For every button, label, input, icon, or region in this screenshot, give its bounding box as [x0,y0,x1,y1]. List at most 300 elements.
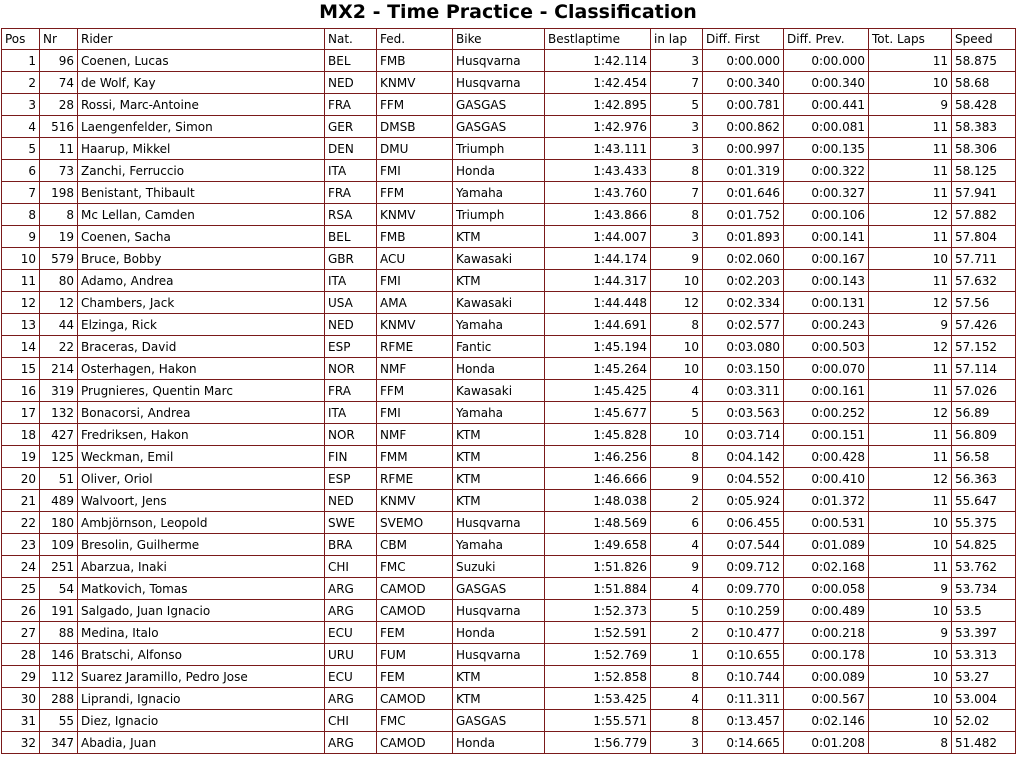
bestlaptime-cell: 1:46.666 [545,468,651,490]
diff-prev-cell: 0:00.089 [784,666,869,688]
classification-table [1,28,1016,754]
pos-cell: 24 [2,556,40,578]
speed-cell: 53.313 [952,644,1016,666]
diff-prev-cell: 0:00.167 [784,248,869,270]
in-lap-cell: 4 [651,578,703,600]
diff-first-cell: 0:11.311 [703,688,784,710]
fed-cell: DMSB [377,116,453,138]
rider-cell: Coenen, Sacha [78,226,325,248]
tot-laps-cell: 10 [869,644,952,666]
fed-cell: AMA [377,292,453,314]
rider-cell: Osterhagen, Hakon [78,358,325,380]
diff-prev-cell: 0:00.327 [784,182,869,204]
table-row [2,94,1016,116]
pos-cell: 10 [2,248,40,270]
pos-cell: 15 [2,358,40,380]
nat-cell: ARG [325,732,377,754]
nr-cell: 132 [40,402,78,424]
speed-cell: 58.383 [952,116,1016,138]
in-lap-cell: 9 [651,468,703,490]
in-lap-cell: 9 [651,556,703,578]
diff-first-cell: 0:02.203 [703,270,784,292]
bestlaptime-cell: 1:44.007 [545,226,651,248]
fed-cell: KNMV [377,72,453,94]
nr-cell: 73 [40,160,78,182]
bike-cell: Fantic [453,336,545,358]
bestlaptime-cell: 1:44.691 [545,314,651,336]
nr-cell: 347 [40,732,78,754]
in-lap-cell: 3 [651,732,703,754]
rider-cell: Fredriksen, Hakon [78,424,325,446]
diff-prev-cell: 0:00.441 [784,94,869,116]
nr-cell: 19 [40,226,78,248]
table-row [2,72,1016,94]
nr-cell: 54 [40,578,78,600]
nat-cell: ESP [325,336,377,358]
speed-cell: 53.397 [952,622,1016,644]
diff-prev-cell: 0:00.106 [784,204,869,226]
diff-prev-cell: 0:02.146 [784,710,869,732]
tot-laps-cell: 11 [869,270,952,292]
rider-cell: de Wolf, Kay [78,72,325,94]
diff-first-cell: 0:00.781 [703,94,784,116]
bestlaptime-cell: 1:51.884 [545,578,651,600]
diff-prev-cell: 0:02.168 [784,556,869,578]
bestlaptime-cell: 1:45.828 [545,424,651,446]
nat-cell: SWE [325,512,377,534]
nat-cell: ITA [325,160,377,182]
rider-cell: Coenen, Lucas [78,50,325,72]
speed-cell: 57.711 [952,248,1016,270]
diff-first-cell: 0:03.563 [703,402,784,424]
tot-laps-cell: 11 [869,380,952,402]
pos-cell: 32 [2,732,40,754]
rider-cell: Walvoort, Jens [78,490,325,512]
pos-cell: 25 [2,578,40,600]
nr-cell: 55 [40,710,78,732]
table-row [2,380,1016,402]
nat-cell: ECU [325,622,377,644]
nat-cell: FRA [325,182,377,204]
nr-cell: 51 [40,468,78,490]
pos-cell: 31 [2,710,40,732]
fed-cell: FMB [377,226,453,248]
nr-cell: 180 [40,512,78,534]
pos-cell: 5 [2,138,40,160]
header-diff-prev: Diff. Prev. [784,29,869,50]
table-row [2,314,1016,336]
diff-first-cell: 0:09.712 [703,556,784,578]
header-tot-laps: Tot. Laps [869,29,952,50]
diff-prev-cell: 0:00.218 [784,622,869,644]
header-in-lap: in lap [651,29,703,50]
tot-laps-cell: 11 [869,50,952,72]
diff-first-cell: 0:05.924 [703,490,784,512]
in-lap-cell: 8 [651,666,703,688]
bestlaptime-cell: 1:56.779 [545,732,651,754]
diff-prev-cell: 0:00.503 [784,336,869,358]
diff-first-cell: 0:00.000 [703,50,784,72]
speed-cell: 57.152 [952,336,1016,358]
speed-cell: 53.734 [952,578,1016,600]
nr-cell: 12 [40,292,78,314]
in-lap-cell: 8 [651,204,703,226]
speed-cell: 58.875 [952,50,1016,72]
tot-laps-cell: 11 [869,556,952,578]
speed-cell: 57.026 [952,380,1016,402]
in-lap-cell: 4 [651,534,703,556]
header-nat: Nat. [325,29,377,50]
nat-cell: BEL [325,50,377,72]
in-lap-cell: 4 [651,380,703,402]
tot-laps-cell: 11 [869,160,952,182]
diff-first-cell: 0:04.552 [703,468,784,490]
nr-cell: 319 [40,380,78,402]
tot-laps-cell: 12 [869,292,952,314]
table-row [2,358,1016,380]
diff-first-cell: 0:07.544 [703,534,784,556]
nat-cell: FRA [325,94,377,116]
in-lap-cell: 8 [651,160,703,182]
diff-prev-cell: 0:00.428 [784,446,869,468]
diff-first-cell: 0:02.577 [703,314,784,336]
fed-cell: FFM [377,182,453,204]
table-row [2,600,1016,622]
tot-laps-cell: 9 [869,94,952,116]
bike-cell: GASGAS [453,116,545,138]
diff-prev-cell: 0:00.340 [784,72,869,94]
rider-cell: Suarez Jaramillo, Pedro Jose [78,666,325,688]
table-row [2,446,1016,468]
speed-cell: 53.004 [952,688,1016,710]
nr-cell: 516 [40,116,78,138]
nr-cell: 125 [40,446,78,468]
fed-cell: FUM [377,644,453,666]
pos-cell: 3 [2,94,40,116]
rider-cell: Rossi, Marc-Antoine [78,94,325,116]
diff-first-cell: 0:01.752 [703,204,784,226]
fed-cell: KNMV [377,204,453,226]
diff-first-cell: 0:10.259 [703,600,784,622]
fed-cell: FMI [377,270,453,292]
header-pos: Pos [2,29,40,50]
nr-cell: 288 [40,688,78,710]
diff-first-cell: 0:10.477 [703,622,784,644]
speed-cell: 56.58 [952,446,1016,468]
in-lap-cell: 3 [651,138,703,160]
tot-laps-cell: 11 [869,182,952,204]
table-row [2,490,1016,512]
pos-cell: 19 [2,446,40,468]
bestlaptime-cell: 1:42.114 [545,50,651,72]
diff-prev-cell: 0:01.208 [784,732,869,754]
diff-prev-cell: 0:01.089 [784,534,869,556]
pos-cell: 14 [2,336,40,358]
table-row [2,204,1016,226]
header-nr: Nr [40,29,78,50]
page-title: MX2 - Time Practice - Classification [319,1,697,23]
bike-cell: Yamaha [453,534,545,556]
fed-cell: CBM [377,534,453,556]
fed-cell: DMU [377,138,453,160]
diff-prev-cell: 0:00.322 [784,160,869,182]
nr-cell: 112 [40,666,78,688]
nr-cell: 146 [40,644,78,666]
bestlaptime-cell: 1:55.571 [545,710,651,732]
in-lap-cell: 6 [651,512,703,534]
nat-cell: BEL [325,226,377,248]
table-row [2,534,1016,556]
diff-first-cell: 0:01.646 [703,182,784,204]
diff-prev-cell: 0:00.567 [784,688,869,710]
nat-cell: ESP [325,468,377,490]
in-lap-cell: 10 [651,424,703,446]
table-row [2,336,1016,358]
bike-cell: Triumph [453,138,545,160]
speed-cell: 58.428 [952,94,1016,116]
nr-cell: 11 [40,138,78,160]
in-lap-cell: 3 [651,226,703,248]
speed-cell: 57.114 [952,358,1016,380]
diff-prev-cell: 0:00.081 [784,116,869,138]
header-bike: Bike [453,29,545,50]
in-lap-cell: 10 [651,336,703,358]
pos-cell: 17 [2,402,40,424]
diff-first-cell: 0:10.744 [703,666,784,688]
bike-cell: Husqvarna [453,72,545,94]
header-fed: Fed. [377,29,453,50]
nat-cell: FIN [325,446,377,468]
diff-prev-cell: 0:00.135 [784,138,869,160]
nr-cell: 109 [40,534,78,556]
table-row [2,270,1016,292]
pos-cell: 18 [2,424,40,446]
tot-laps-cell: 11 [869,424,952,446]
bestlaptime-cell: 1:43.433 [545,160,651,182]
table-body [2,50,1016,754]
nr-cell: 88 [40,622,78,644]
bestlaptime-cell: 1:42.895 [545,94,651,116]
bike-cell: Honda [453,358,545,380]
diff-prev-cell: 0:00.161 [784,380,869,402]
header-rider: Rider [78,29,325,50]
nat-cell: RSA [325,204,377,226]
bike-cell: Honda [453,732,545,754]
fed-cell: FMI [377,160,453,182]
diff-prev-cell: 0:00.243 [784,314,869,336]
diff-prev-cell: 0:00.178 [784,644,869,666]
tot-laps-cell: 10 [869,710,952,732]
nat-cell: ITA [325,402,377,424]
tot-laps-cell: 11 [869,358,952,380]
table-row [2,556,1016,578]
pos-cell: 13 [2,314,40,336]
fed-cell: KNMV [377,314,453,336]
fed-cell: SVEMO [377,512,453,534]
rider-cell: Mc Lellan, Camden [78,204,325,226]
header-row [2,29,1016,50]
bestlaptime-cell: 1:45.194 [545,336,651,358]
rider-cell: Ambjörnson, Leopold [78,512,325,534]
table-row [2,402,1016,424]
bike-cell: Yamaha [453,314,545,336]
fed-cell: FMM [377,446,453,468]
diff-prev-cell: 0:00.410 [784,468,869,490]
diff-prev-cell: 0:01.372 [784,490,869,512]
rider-cell: Prugnieres, Quentin Marc [78,380,325,402]
fed-cell: CAMOD [377,600,453,622]
bike-cell: KTM [453,226,545,248]
speed-cell: 58.306 [952,138,1016,160]
in-lap-cell: 5 [651,600,703,622]
diff-first-cell: 0:04.142 [703,446,784,468]
tot-laps-cell: 10 [869,688,952,710]
bike-cell: KTM [453,490,545,512]
diff-first-cell: 0:01.319 [703,160,784,182]
pos-cell: 9 [2,226,40,248]
in-lap-cell: 12 [651,292,703,314]
bestlaptime-cell: 1:52.373 [545,600,651,622]
diff-first-cell: 0:00.340 [703,72,784,94]
table-row [2,50,1016,72]
rider-cell: Zanchi, Ferruccio [78,160,325,182]
fed-cell: FMI [377,402,453,424]
nr-cell: 191 [40,600,78,622]
speed-cell: 55.647 [952,490,1016,512]
pos-cell: 28 [2,644,40,666]
bike-cell: KTM [453,424,545,446]
bestlaptime-cell: 1:52.769 [545,644,651,666]
nat-cell: ECU [325,666,377,688]
pos-cell: 8 [2,204,40,226]
fed-cell: FFM [377,94,453,116]
speed-cell: 57.941 [952,182,1016,204]
bike-cell: Honda [453,160,545,182]
diff-first-cell: 0:02.334 [703,292,784,314]
tot-laps-cell: 12 [869,204,952,226]
speed-cell: 53.762 [952,556,1016,578]
in-lap-cell: 8 [651,446,703,468]
bestlaptime-cell: 1:52.858 [545,666,651,688]
speed-cell: 57.426 [952,314,1016,336]
rider-cell: Chambers, Jack [78,292,325,314]
nr-cell: 44 [40,314,78,336]
fed-cell: CAMOD [377,578,453,600]
rider-cell: Bresolin, Guilherme [78,534,325,556]
nr-cell: 80 [40,270,78,292]
nat-cell: DEN [325,138,377,160]
table-row [2,138,1016,160]
tot-laps-cell: 10 [869,534,952,556]
rider-cell: Braceras, David [78,336,325,358]
in-lap-cell: 7 [651,72,703,94]
nr-cell: 74 [40,72,78,94]
nr-cell: 28 [40,94,78,116]
nr-cell: 579 [40,248,78,270]
fed-cell: FMC [377,556,453,578]
nr-cell: 251 [40,556,78,578]
table-row [2,424,1016,446]
tot-laps-cell: 10 [869,72,952,94]
table-row [2,512,1016,534]
nr-cell: 198 [40,182,78,204]
diff-first-cell: 0:03.714 [703,424,784,446]
bestlaptime-cell: 1:45.677 [545,402,651,424]
bestlaptime-cell: 1:48.569 [545,512,651,534]
bike-cell: Yamaha [453,182,545,204]
diff-first-cell: 0:03.150 [703,358,784,380]
rider-cell: Laengenfelder, Simon [78,116,325,138]
in-lap-cell: 10 [651,358,703,380]
nat-cell: URU [325,644,377,666]
pos-cell: 16 [2,380,40,402]
rider-cell: Bruce, Bobby [78,248,325,270]
nat-cell: NED [325,72,377,94]
nr-cell: 22 [40,336,78,358]
bestlaptime-cell: 1:42.976 [545,116,651,138]
bike-cell: Yamaha [453,402,545,424]
table-row [2,160,1016,182]
nat-cell: NED [325,314,377,336]
bike-cell: Husqvarna [453,600,545,622]
rider-cell: Matkovich, Tomas [78,578,325,600]
in-lap-cell: 10 [651,270,703,292]
rider-cell: Elzinga, Rick [78,314,325,336]
nat-cell: GER [325,116,377,138]
diff-prev-cell: 0:00.151 [784,424,869,446]
bike-cell: KTM [453,666,545,688]
bestlaptime-cell: 1:49.658 [545,534,651,556]
pos-cell: 12 [2,292,40,314]
speed-cell: 53.5 [952,600,1016,622]
fed-cell: FMC [377,710,453,732]
nat-cell: ARG [325,578,377,600]
bike-cell: GASGAS [453,94,545,116]
tot-laps-cell: 11 [869,226,952,248]
diff-prev-cell: 0:00.531 [784,512,869,534]
rider-cell: Bratschi, Alfonso [78,644,325,666]
pos-cell: 21 [2,490,40,512]
rider-cell: Diez, Ignacio [78,710,325,732]
pos-cell: 27 [2,622,40,644]
diff-prev-cell: 0:00.252 [784,402,869,424]
table-row [2,644,1016,666]
pos-cell: 7 [2,182,40,204]
rider-cell: Benistant, Thibault [78,182,325,204]
table-row [2,688,1016,710]
rider-cell: Oliver, Oriol [78,468,325,490]
nat-cell: NOR [325,424,377,446]
tot-laps-cell: 9 [869,622,952,644]
bestlaptime-cell: 1:43.111 [545,138,651,160]
pos-cell: 22 [2,512,40,534]
fed-cell: RFME [377,468,453,490]
bestlaptime-cell: 1:44.174 [545,248,651,270]
bike-cell: Kawasaki [453,380,545,402]
tot-laps-cell: 10 [869,666,952,688]
fed-cell: FEM [377,666,453,688]
in-lap-cell: 3 [651,116,703,138]
nat-cell: ARG [325,688,377,710]
nat-cell: ARG [325,600,377,622]
tot-laps-cell: 8 [869,732,952,754]
fed-cell: NMF [377,358,453,380]
bike-cell: Honda [453,622,545,644]
diff-prev-cell: 0:00.070 [784,358,869,380]
nat-cell: CHI [325,556,377,578]
table-row [2,622,1016,644]
nat-cell: CHI [325,710,377,732]
